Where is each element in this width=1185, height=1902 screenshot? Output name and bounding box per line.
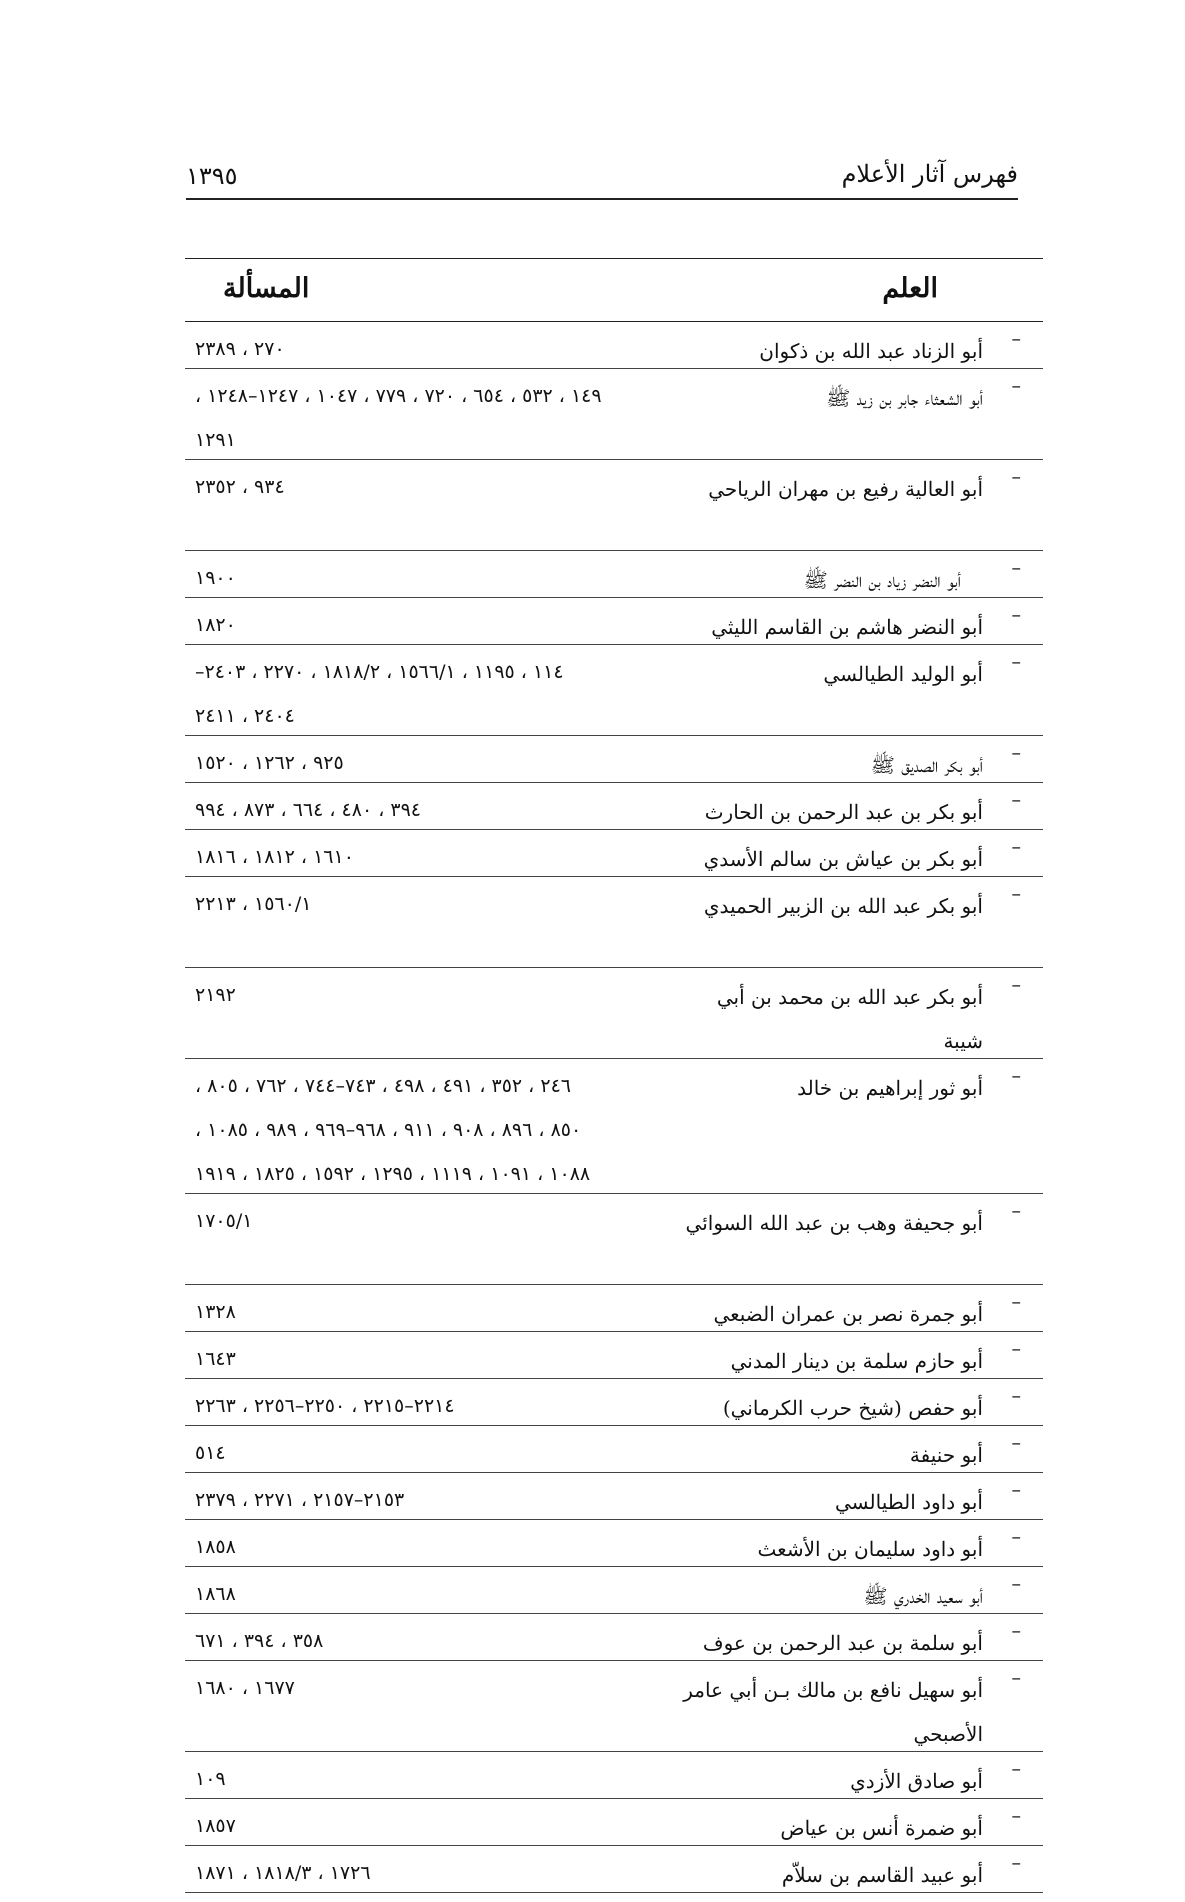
refs-line: ٢٢١٤–٢٢١٥ ، ٢٢٥٠–٢٢٥٦ ، ٢٢٦٣: [195, 1395, 455, 1417]
refs-line: ١٨٦٨: [195, 1583, 236, 1605]
page-number: ١٣٩٥: [186, 162, 238, 190]
entry-name: أبو ثور إبراهيم بن خالد: [797, 1076, 983, 1100]
refs-line: ١٥٦٠/١ ، ٢٢١٣: [195, 893, 312, 915]
table-row: [185, 1661, 1043, 1752]
refs-line: ١٨٢٠: [195, 614, 236, 636]
table-row: [185, 1332, 1043, 1379]
row-dash: –: [1011, 742, 1021, 764]
entry-refs: [195, 1431, 705, 1475]
entry-refs: [195, 741, 705, 785]
row-dash: –: [1011, 1385, 1021, 1407]
refs-line: ٢١٩٢: [195, 984, 236, 1006]
row-dash: –: [1011, 883, 1021, 905]
entry-refs: [195, 603, 705, 647]
refs-line: ٥١٤: [195, 1442, 226, 1464]
entry-name: أبو بكر عبد الله بن الزبير الحميدي: [703, 894, 983, 918]
refs-line: ١١٤ ، ١١٩٥ ، ١٥٦٦/١ ، ١٨١٨/٢ ، ٢٢٧٠ ، ٢٤٠٣–: [195, 661, 564, 683]
index-table: [185, 258, 1043, 1893]
row-dash: –: [1011, 375, 1021, 397]
table-row: [185, 460, 1043, 551]
entry-name: أبو بكر بن عياش بن سالم الأسدي: [703, 847, 983, 871]
entry-name: أبو النضر زياد بن النضر ﷺ: [803, 568, 961, 592]
entry-name: أبو جمرة نصر بن عمران الضبعي: [713, 1302, 983, 1326]
table-row: [185, 551, 1043, 598]
row-dash: –: [1011, 1291, 1021, 1313]
entry-refs: [195, 1804, 705, 1848]
entry-name: أبو حازم سلمة بن دينار المدني: [730, 1349, 983, 1373]
table-row: [185, 1194, 1043, 1285]
row-dash: –: [1011, 1200, 1021, 1222]
refs-line: ٢١٥٣–٢١٥٧ ، ٢٢٧١ ، ٢٣٧٩: [195, 1489, 405, 1511]
entry-name: أبو حفص (شيخ حرب الكرماني): [722, 1396, 983, 1420]
table-row: [185, 1567, 1043, 1614]
header-title: فهرس آثار الأعلام: [841, 160, 1018, 188]
entry-refs: [195, 1572, 705, 1616]
entry-refs: [195, 1064, 705, 1196]
entry-refs: [195, 1525, 705, 1569]
entry-refs: [195, 556, 705, 600]
entry-refs: [195, 882, 705, 926]
entry-name: أبو بكر بن عبد الرحمن بن الحارث: [704, 800, 983, 824]
table-row: [185, 598, 1043, 645]
entry-name: أبو عبيد القاسم بن سلاّم: [781, 1863, 983, 1887]
table-row: [185, 369, 1043, 460]
entry-refs: [195, 650, 705, 738]
entry-refs: [195, 374, 705, 462]
row-dash: –: [1011, 1758, 1021, 1780]
table-body: [185, 322, 1043, 1893]
row-dash: –: [1011, 1338, 1021, 1360]
entry-refs: [195, 465, 705, 509]
table-row: [185, 830, 1043, 877]
row-dash: –: [1011, 1852, 1021, 1874]
table-row: [185, 1799, 1043, 1846]
table-row: [185, 736, 1043, 783]
table-row: [185, 877, 1043, 968]
refs-line: ١٨٥٨: [195, 1536, 236, 1558]
entry-refs: [195, 1666, 705, 1710]
refs-line: ١٧٠٥/١: [195, 1210, 253, 1232]
refs-line: ١٦٧٧ ، ١٦٨٠: [195, 1677, 295, 1699]
row-dash: –: [1011, 328, 1021, 350]
row-dash: –: [1011, 466, 1021, 488]
row-dash: –: [1011, 1573, 1021, 1595]
refs-line: ٩٣٤ ، ٢٣٥٢: [195, 476, 285, 498]
refs-line: ١٦١٠ ، ١٨١٢ ، ١٨١٦: [195, 846, 354, 868]
refs-line: ١٤٩ ، ٥٣٢ ، ٦٥٤ ، ٧٢٠ ، ٧٧٩ ، ١٠٤٧ ، ١٢٤٧–١٢٤٨ ،: [195, 385, 602, 407]
entry-name: أبو الزناد عبد الله بن ذكوان: [759, 339, 983, 363]
entry-name: أبو صادق الأزدي: [850, 1769, 983, 1793]
row-dash: –: [1011, 557, 1021, 579]
table-row: [185, 1752, 1043, 1799]
refs-line: ١٠٩: [195, 1768, 226, 1790]
table-row: [185, 1614, 1043, 1661]
refs-line: ١٧٢٦ ، ١٨١٨/٣ ، ١٨٧١: [195, 1862, 371, 1884]
row-dash: –: [1011, 1805, 1021, 1827]
entry-refs: [195, 1757, 705, 1801]
entry-name: أبو بكر الصديق ﷺ: [870, 753, 983, 777]
refs-line: ١٨٥٧: [195, 1815, 236, 1837]
row-dash: –: [1011, 1479, 1021, 1501]
refs-line: ٢٧٠ ، ٢٣٨٩: [195, 338, 285, 360]
row-dash: –: [1011, 1526, 1021, 1548]
row-dash: –: [1011, 1432, 1021, 1454]
refs-line: ٨٥٠ ، ٨٩٦ ، ٩٠٨ ، ٩١١ ، ٩٦٨–٩٦٩ ، ٩٨٩ ، ١٠٨٥ ،: [195, 1119, 582, 1141]
column-header-refs: المسألة: [223, 273, 310, 304]
entry-refs: [195, 1384, 705, 1428]
table-row: [185, 645, 1043, 736]
refs-line: ١٠٨٨ ، ١٠٩١ ، ١١١٩ ، ١٢٩٥ ، ١٥٩٢ ، ١٨٢٥ ، ١٩١٩: [195, 1163, 591, 1185]
entry-name: أبو الشعثاء جابر بن زيد ﷺ: [826, 386, 983, 410]
table-row: [185, 1426, 1043, 1473]
row-dash: –: [1011, 974, 1021, 996]
entry-name: أبو الوليد الطيالسي: [823, 662, 983, 686]
entry-refs: [195, 1337, 705, 1381]
entry-refs: [195, 835, 705, 879]
refs-line: ١٩٠٠: [195, 567, 236, 589]
table-row: [185, 1379, 1043, 1426]
entry-name: أبو داود سليمان بن الأشعث: [757, 1537, 983, 1561]
table-row: [185, 1285, 1043, 1332]
entry-name: أبو جحيفة وهب بن عبد الله السوائي: [685, 1211, 983, 1235]
column-header-name: العلم: [882, 273, 938, 304]
table-row: [185, 1473, 1043, 1520]
refs-line: ٢٤٦ ، ٣٥٢ ، ٤٩١ ، ٤٩٨ ، ٧٤٣–٧٤٤ ، ٧٦٢ ، ٨٠٥ ،: [195, 1075, 571, 1097]
table-header: [185, 259, 1043, 322]
row-dash: –: [1011, 836, 1021, 858]
entry-refs: [195, 1619, 705, 1663]
entry-name: أبو سعيد الخدري ﷺ: [863, 1584, 983, 1608]
entry-name: أبو العالية رفيع بن مهران الرياحي: [708, 477, 983, 501]
entry-refs: [195, 327, 705, 371]
row-dash: –: [1011, 651, 1021, 673]
entry-refs: [195, 788, 705, 832]
refs-line: ١٣٢٨: [195, 1301, 236, 1323]
table-row: [185, 783, 1043, 830]
row-dash: –: [1011, 604, 1021, 626]
table-row: [185, 1520, 1043, 1567]
table-row: [185, 1846, 1043, 1893]
entry-refs: [195, 1851, 705, 1895]
refs-line: ٩٢٥ ، ١٢٦٢ ، ١٥٢٠: [195, 752, 344, 774]
refs-line: ١٦٤٣: [195, 1348, 236, 1370]
row-dash: –: [1011, 789, 1021, 811]
refs-line: ٣٩٤ ، ٤٨٠ ، ٦٦٤ ، ٨٧٣ ، ٩٩٤: [195, 799, 421, 821]
page-header: [186, 160, 1018, 200]
table-row: [185, 322, 1043, 369]
refs-line: ٢٤٠٤ ، ٢٤١١: [195, 705, 295, 727]
entry-name: أبو سهيل نافع بن مالك بـن أبي عامر الأصبحي: [683, 1678, 983, 1746]
row-dash: –: [1011, 1620, 1021, 1642]
entry-refs: [195, 1290, 705, 1334]
row-dash: –: [1011, 1065, 1021, 1087]
entry-name: أبو بكر عبد الله بن محمد بن أبي شيبة: [716, 985, 983, 1053]
row-dash: –: [1011, 1667, 1021, 1689]
refs-line: ١٢٩١: [195, 429, 236, 451]
entry-refs: [195, 1199, 705, 1243]
refs-line: ٣٥٨ ، ٣٩٤ ، ٦٧١: [195, 1630, 324, 1652]
table-row: [185, 968, 1043, 1059]
entry-name: أبو سلمة بن عبد الرحمن بن عوف: [702, 1631, 983, 1655]
table-row: [185, 1059, 1043, 1194]
entry-name: أبو النضر هاشم بن القاسم الليثي: [711, 615, 983, 639]
entry-name: أبو داود الطيالسي: [835, 1490, 983, 1514]
entry-refs: [195, 973, 705, 1017]
entry-refs: [195, 1478, 705, 1522]
entry-name: أبو ضمرة أنس بن عياض: [780, 1816, 983, 1840]
entry-name: أبو حنيفة: [909, 1443, 983, 1467]
